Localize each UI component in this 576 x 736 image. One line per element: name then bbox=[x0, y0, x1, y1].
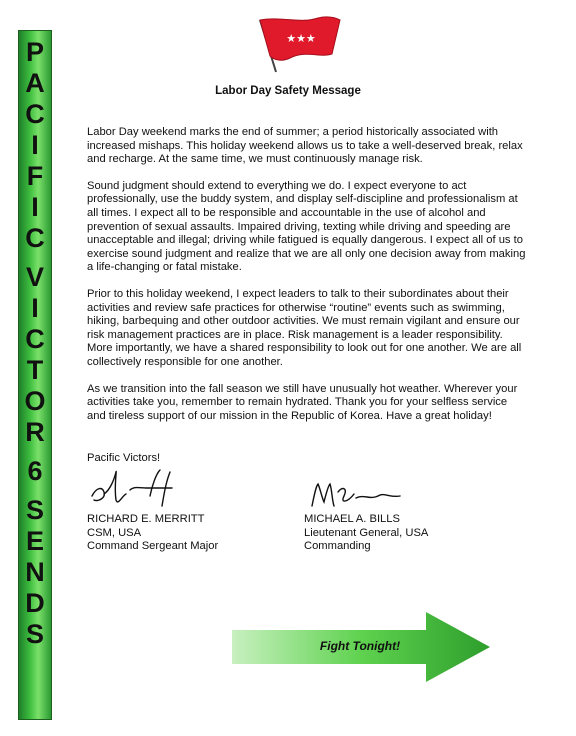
side-word bbox=[19, 262, 51, 448]
closing-line: Pacific Victors! bbox=[87, 452, 161, 464]
side-letter: V bbox=[25, 262, 44, 292]
side-letter: I bbox=[31, 293, 39, 323]
signer-rank: Lieutenant General, USA bbox=[304, 526, 429, 539]
paragraph-2: Sound judgment should extend to everything we do. I expect everyone to act professionally, use the buddy system, and display self-discipline and professionalism at all times. I expect all to be responsible and accountable in the use of alcohol and prevention of sexual assaults. Impaired driving, texting while driving and speeding are unacceptable and illegal; driving while fatigued is equally dangerous. I expect all of us to exercise sound judgment and realize that we are all only one decision away from making a life-changing or fatal mistake. bbox=[87, 179, 526, 274]
side-letter: I bbox=[31, 130, 39, 160]
svg-text:★★★: ★★★ bbox=[286, 33, 316, 45]
signature-block-left bbox=[87, 513, 218, 554]
signature-merritt bbox=[86, 466, 186, 512]
side-letter: S bbox=[25, 619, 44, 649]
message-body bbox=[87, 126, 527, 436]
side-letter: R bbox=[25, 417, 45, 447]
signer-rank: CSM, USA bbox=[87, 526, 142, 539]
side-word bbox=[19, 495, 51, 650]
signer-title: Commanding bbox=[304, 540, 371, 553]
side-letter: 6 bbox=[27, 456, 43, 486]
side-letter: D bbox=[25, 588, 45, 618]
signature-block-right bbox=[304, 513, 428, 554]
side-letter: P bbox=[25, 37, 44, 67]
side-word bbox=[19, 37, 51, 254]
paragraph-4: As we transition into the fall season we still have unusually hot weather. Wherever your activities take you, remember to remain hydrated. Thank you for your selfless service and tireless support of our mission in the Republic of Korea. Have a great holiday! bbox=[87, 382, 518, 422]
three-star-flag-icon bbox=[254, 14, 344, 74]
side-word bbox=[19, 456, 51, 487]
signature-bills bbox=[308, 478, 408, 512]
signer-title: Command Sergeant Major bbox=[87, 540, 219, 553]
page-title: Labor Day Safety Message bbox=[215, 85, 361, 97]
side-letter: F bbox=[26, 161, 44, 191]
side-banner bbox=[18, 30, 52, 720]
paragraph-1: Labor Day weekend marks the end of summer; a period historically associated with increased mishaps. This holiday weekend allows us to take a well-deserved break, relax and recharge. At the same time, we must continuously manage risk. bbox=[87, 126, 523, 166]
side-letter: N bbox=[25, 557, 45, 587]
side-letter: E bbox=[25, 526, 44, 556]
side-letter: I bbox=[31, 192, 39, 222]
signer-name: MICHAEL A. BILLS bbox=[304, 513, 400, 525]
arrow-label: Fight Tonight! bbox=[319, 639, 401, 653]
side-letter: T bbox=[26, 355, 44, 385]
side-letter: C bbox=[25, 223, 45, 253]
side-letter: C bbox=[25, 99, 45, 129]
side-letter: A bbox=[25, 68, 45, 98]
side-letter: C bbox=[25, 324, 45, 354]
paragraph-3: Prior to this holiday weekend, I expect leaders to talk to their subordinates about their activities and review safe practices for otherwise “routine” events such as swimming, hiking, barbequing and other outdoor activities. We must remain vigilant and ensure our risk management practices are in place. Risk management is a leader responsibility. More importantly, we have a shared responsibility to look out for one another. We are all collectively responsible for one another. bbox=[87, 287, 522, 368]
signer-name: RICHARD E. MERRITT bbox=[87, 513, 205, 525]
side-letter: S bbox=[25, 495, 44, 525]
side-letter: O bbox=[24, 386, 46, 416]
